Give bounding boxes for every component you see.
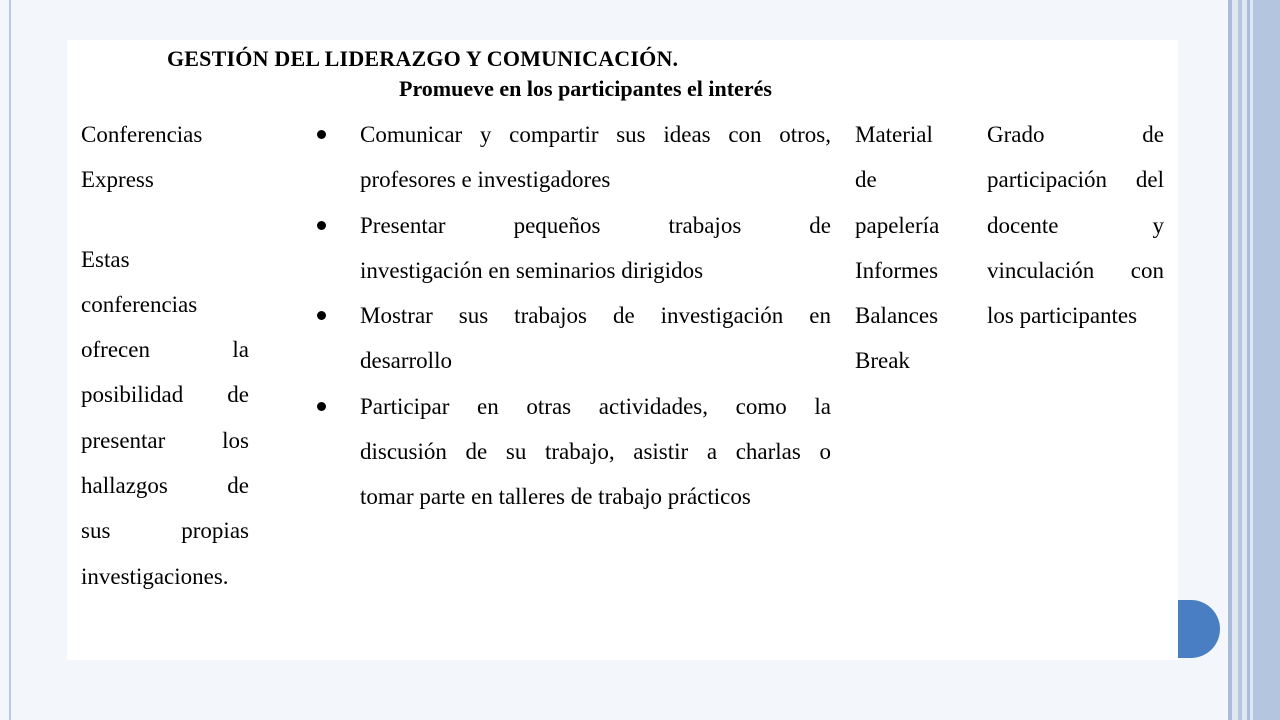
resource-line: papelería: [855, 212, 940, 238]
slide-right-decorative-band: [1228, 0, 1280, 720]
decorative-stripe: [1247, 0, 1250, 720]
objective-bullet-item: [313, 384, 831, 520]
objective-line: Comunicar y compartir sus ideas con otros,: [360, 122, 831, 147]
objective-line: discusión de su trabajo, asistir a charlas o: [360, 439, 831, 465]
activity-description-line: Estas: [81, 246, 130, 272]
objective-bullet-item: [313, 293, 831, 384]
objective-line: Mostrar sus trabajos de investigación en: [360, 303, 831, 329]
document-image: [67, 40, 1178, 660]
activity-description-line: ofrecen la: [81, 337, 249, 363]
objective-line: profesores e investigadores: [360, 167, 611, 193]
activity-description-line: posibilidad de: [81, 382, 249, 408]
bullet-icon: [317, 402, 326, 411]
activity-description-line: presentar los: [81, 427, 249, 453]
evaluation-line: vinculación con: [987, 257, 1164, 283]
activity-description-line: conferencias: [81, 291, 198, 317]
decorative-stripe: [1228, 0, 1232, 720]
slide-frame-left-line: [9, 0, 11, 720]
objectives-column: [313, 112, 831, 520]
objective-line: desarrollo: [360, 348, 452, 374]
resources-column: [855, 112, 955, 384]
activity-description-line: sus propias: [81, 518, 249, 544]
evaluation-column: [987, 112, 1164, 338]
resource-line: Balances: [855, 303, 939, 329]
objective-bullet-item: [313, 112, 831, 203]
half-circle-decoration: [1178, 600, 1220, 658]
resource-line: Material: [855, 122, 933, 147]
objective-line: investigación en seminarios dirigidos: [360, 257, 704, 283]
objective-line: Presentar pequeños trabajos de: [360, 212, 831, 238]
bullet-icon: [317, 311, 326, 320]
evaluation-line: participación del: [987, 167, 1164, 193]
activity-description-line: investigaciones.: [81, 563, 229, 589]
evaluation-line: docente y: [987, 212, 1164, 238]
decorative-stripe: [1238, 0, 1242, 720]
resource-line: de: [855, 167, 877, 193]
decorative-stripe: [1253, 0, 1280, 720]
objective-bullet-item: [313, 203, 831, 294]
evaluation-line: los participantes: [987, 303, 1138, 329]
document-title: GESTIÓN DEL LIDERAZGO Y COMUNICACIÓN.: [167, 46, 679, 71]
document-subtitle: Promueve en los participantes el interés: [399, 76, 772, 101]
bullet-icon: [317, 221, 326, 230]
evaluation-line: Grado de: [987, 122, 1164, 147]
activity-name-line: Conferencias: [81, 122, 203, 147]
activity-column: [81, 112, 249, 599]
resource-line: Informes: [855, 257, 939, 283]
resource-line: Break: [855, 348, 910, 374]
objective-line: Participar en otras actividades, como la: [360, 393, 831, 419]
objective-line: tomar parte en talleres de trabajo prácticos: [360, 484, 751, 510]
activity-name-line: Express: [81, 167, 154, 193]
activity-description-line: hallazgos de: [81, 473, 249, 499]
bullet-icon: [317, 130, 326, 139]
